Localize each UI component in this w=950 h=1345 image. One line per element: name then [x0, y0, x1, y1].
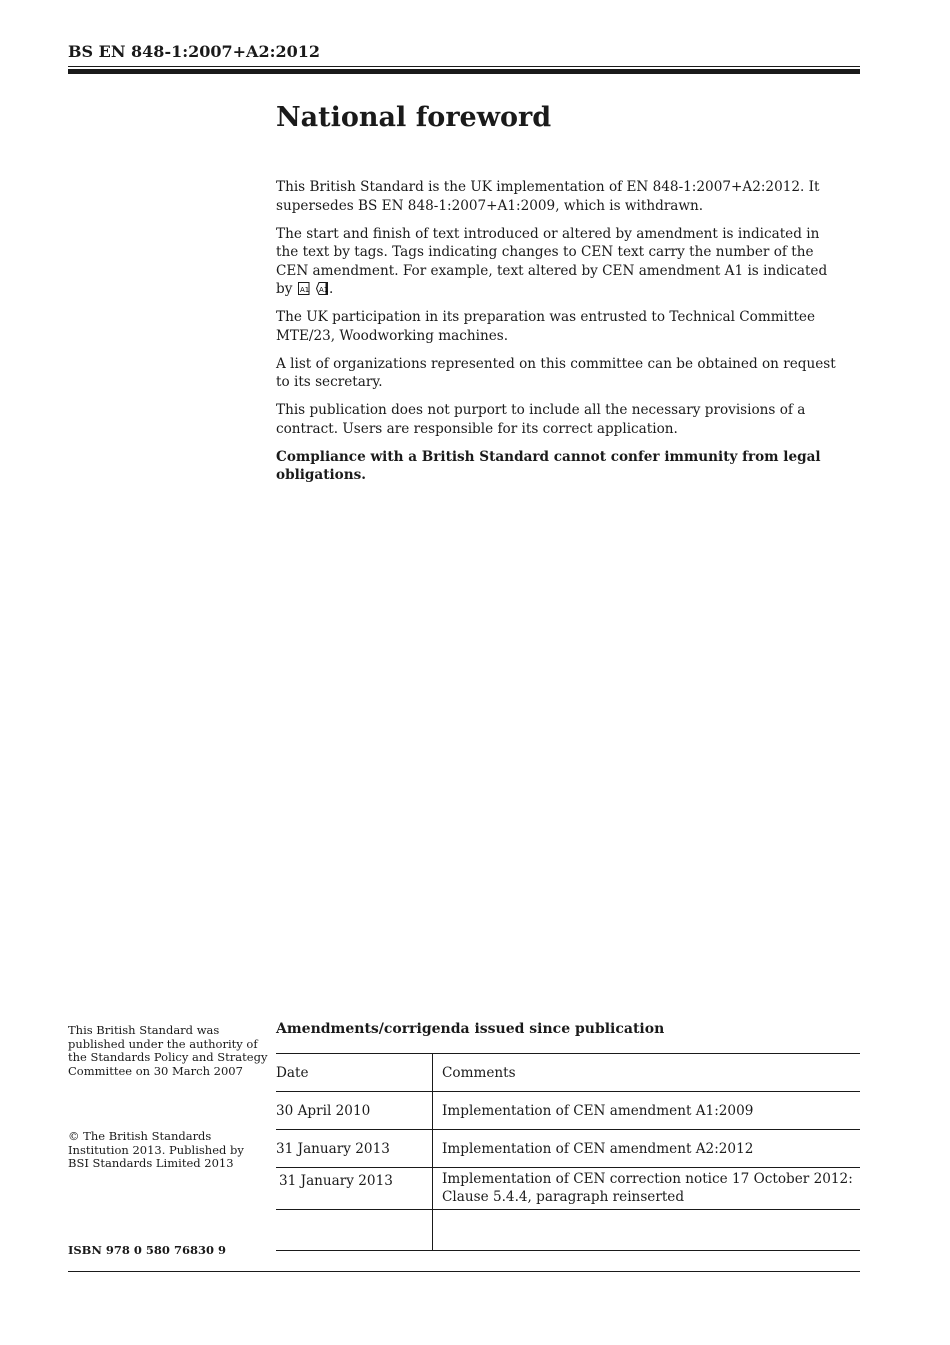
header-rule-thick — [68, 69, 860, 74]
paragraph-committee: The UK participation in its preparation was entrusted to Technical Committee MTE/23, Woodworking machines. — [276, 309, 815, 344]
page-title: National foreword — [276, 102, 552, 133]
copyright-note-text: © The British Standards Institution 2013. Published by BSI Standards Limited 2013 — [68, 1129, 244, 1171]
paragraph-supersedes: This British Standard is the UK implementation of EN 848-1:2007+A2:2012. It supersedes BS EN 848-1:2007+A1:2009, which is withdrawn. — [276, 179, 820, 214]
footer-rule — [68, 1271, 860, 1272]
paragraph-organizations: A list of organizations represented on this committee can be obtained on request to its secretary. — [276, 355, 836, 390]
paragraph-compliance: Compliance with a British Standard cannot confer immunity from legal obligations. — [276, 448, 821, 483]
table-row-empty — [276, 1210, 860, 1251]
amendment-tag-close-icon — [316, 282, 328, 295]
header-comments: Comments — [433, 1054, 861, 1092]
paragraph-amendment-tags-text: The start and finish of text introduced or altered by amendment is indicated in the text by tags. Tags indicating changes to CEN text carry the number of the CEN amendment. For example, text altered by CEN amendment A1 is indicated by — [276, 225, 828, 297]
row-date: 31 January 2013 — [276, 1130, 433, 1168]
paragraph-amendment-tags — [276, 225, 836, 299]
amendments-title: Amendments/corrigenda issued since publication — [276, 1021, 665, 1037]
table-header-row — [276, 1054, 860, 1092]
header-rule-thin — [68, 66, 860, 67]
publication-note-text: This British Standard was published under the authority of the Standards Policy and Strategy Committee on 30 March 2007 — [68, 1023, 268, 1078]
row-comment: Implementation of CEN correction notice 17 October 2012: Clause 5.4.4, paragraph reinserted — [433, 1168, 861, 1210]
amendment-tag-open-label: A1 — [299, 286, 309, 294]
amendments-table — [276, 1053, 860, 1251]
header-date: Date — [276, 1054, 433, 1092]
foreword-body — [276, 178, 836, 494]
isbn: ISBN 978 0 580 76830 9 — [68, 1243, 226, 1257]
table-row — [276, 1092, 860, 1130]
row-comment — [433, 1210, 861, 1251]
copyright-note — [68, 1130, 268, 1171]
row-date: 30 April 2010 — [276, 1092, 433, 1130]
table-row — [276, 1168, 860, 1210]
paragraph-end-period: . — [329, 281, 334, 297]
publication-note — [68, 1024, 268, 1078]
row-date: 31 January 2013 — [276, 1168, 433, 1210]
standard-code: BS EN 848-1:2007+A2:2012 — [68, 42, 321, 61]
amendment-tag-close-label: A1 — [319, 286, 329, 294]
table-row — [276, 1130, 860, 1168]
row-date — [276, 1210, 433, 1251]
row-comment: Implementation of CEN amendment A1:2009 — [433, 1092, 861, 1130]
paragraph-contract: This publication does not purport to include all the necessary provisions of a contract. Users are responsible for its correct application. — [276, 402, 806, 437]
amendment-tag-open-icon — [298, 282, 310, 295]
row-comment: Implementation of CEN amendment A2:2012 — [433, 1130, 861, 1168]
